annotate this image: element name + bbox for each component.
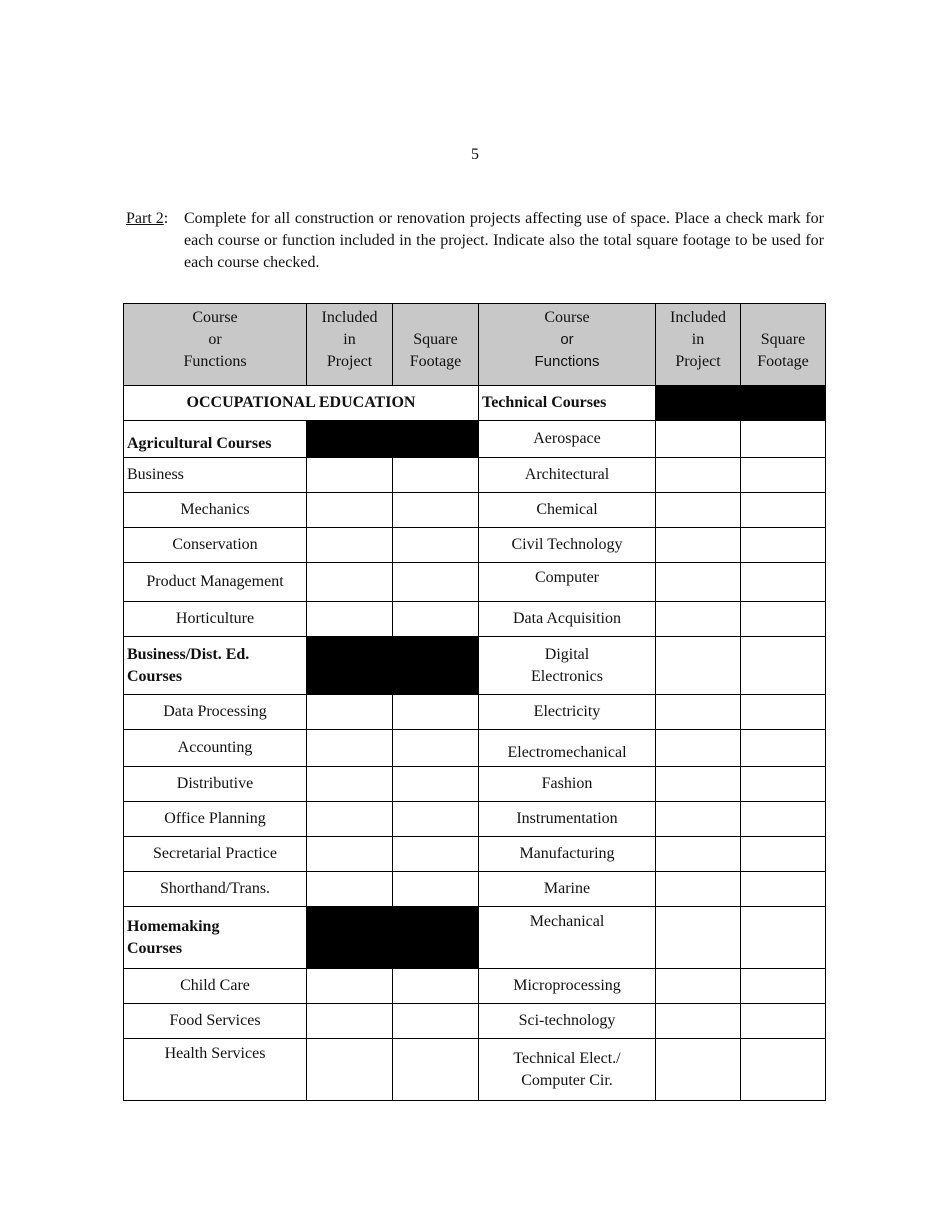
header-course-left — [124, 304, 307, 386]
course-name-left: Business — [124, 458, 307, 493]
header-included-l1: Included — [670, 309, 726, 326]
included-checkbox[interactable] — [656, 767, 741, 802]
blackout-cell — [656, 386, 826, 421]
square-footage-input[interactable] — [393, 802, 479, 837]
included-checkbox[interactable] — [307, 802, 393, 837]
section-title-homemaking — [124, 907, 307, 969]
table-row — [124, 695, 826, 730]
part-label-text: Part 2 — [126, 210, 164, 227]
course-name-right: Marine — [479, 872, 656, 907]
table-row — [124, 969, 826, 1004]
header-course-l3: Functions — [534, 353, 600, 370]
square-footage-input[interactable] — [741, 637, 826, 695]
table-row — [124, 637, 826, 695]
square-footage-input[interactable] — [393, 695, 479, 730]
included-checkbox[interactable] — [307, 563, 393, 602]
header-square-l2: Footage — [757, 353, 809, 370]
included-checkbox[interactable] — [656, 730, 741, 767]
course-name-left: Distributive — [124, 767, 307, 802]
header-course-l1: Course — [192, 309, 238, 326]
square-footage-input[interactable] — [741, 493, 826, 528]
course-name-left: Office Planning — [124, 802, 307, 837]
square-footage-input[interactable] — [741, 695, 826, 730]
table-row — [124, 421, 826, 458]
section-title-homemaking-l1: Homemaking — [127, 917, 220, 935]
table-row — [124, 730, 826, 767]
course-name-left: Mechanics — [124, 493, 307, 528]
square-footage-input[interactable] — [741, 421, 826, 458]
included-checkbox[interactable] — [307, 730, 393, 767]
header-square-l1: Square — [413, 331, 458, 348]
included-checkbox[interactable] — [656, 493, 741, 528]
square-footage-input[interactable] — [741, 528, 826, 563]
square-footage-input[interactable] — [393, 458, 479, 493]
included-checkbox[interactable] — [656, 637, 741, 695]
course-name-left: Shorthand/Trans. — [124, 872, 307, 907]
header-course-l1: Course — [544, 309, 590, 326]
included-checkbox[interactable] — [307, 695, 393, 730]
course-name-right: Electromechanical — [479, 730, 656, 767]
square-footage-input[interactable] — [741, 458, 826, 493]
square-footage-input[interactable] — [393, 602, 479, 637]
square-footage-input[interactable] — [741, 602, 826, 637]
course-name-right: Fashion — [479, 767, 656, 802]
course-name-right: Chemical — [479, 493, 656, 528]
included-checkbox[interactable] — [656, 837, 741, 872]
included-checkbox[interactable] — [307, 493, 393, 528]
header-square-right — [741, 304, 826, 386]
square-footage-input[interactable] — [741, 1039, 826, 1101]
section-title-agricultural: Agricultural Courses — [124, 421, 307, 458]
header-course-l2: or — [560, 331, 574, 348]
header-included-l2: in — [343, 331, 356, 348]
course-name-right: Electricity — [479, 695, 656, 730]
blackout-cell — [307, 421, 479, 458]
course-name-right-l1: Digital — [544, 645, 590, 663]
header-included-l2: in — [691, 331, 705, 348]
course-name-right: Microprocessing — [479, 969, 656, 1004]
header-included-right — [656, 304, 741, 386]
course-name-right — [479, 637, 656, 695]
course-name-left: Health Services — [124, 1039, 307, 1101]
included-checkbox[interactable] — [307, 458, 393, 493]
table-row — [124, 1039, 826, 1101]
included-checkbox[interactable] — [307, 837, 393, 872]
header-course-l3: Functions — [183, 353, 247, 370]
included-checkbox[interactable] — [656, 602, 741, 637]
included-checkbox[interactable] — [656, 802, 741, 837]
square-footage-input[interactable] — [393, 730, 479, 767]
square-footage-input[interactable] — [393, 969, 479, 1004]
included-checkbox[interactable] — [307, 872, 393, 907]
course-name-right-l1: Technical Elect./ — [513, 1049, 621, 1067]
header-included-l3: Project — [675, 353, 721, 370]
table-row — [124, 458, 826, 493]
table-row — [124, 563, 826, 602]
table-row — [124, 837, 826, 872]
course-name-right: Architectural — [479, 458, 656, 493]
table-row — [124, 767, 826, 802]
course-name-right: Mechanical — [479, 907, 656, 969]
instructions-text: Complete for all construction or renovation projects affecting use of space. Place a check mark for each course or function included in the project. Indicate also the total square footage to be used for each course checked. — [184, 210, 824, 271]
square-footage-input[interactable] — [393, 528, 479, 563]
course-name-left: Conservation — [124, 528, 307, 563]
course-name-right: Sci-technology — [479, 1004, 656, 1039]
included-checkbox[interactable] — [656, 872, 741, 907]
course-name-right: Civil Technology — [479, 528, 656, 563]
included-checkbox[interactable] — [656, 458, 741, 493]
header-included-left — [307, 304, 393, 386]
course-name-right-l2: Electronics — [531, 667, 603, 685]
section-title-business-l2: Courses — [127, 667, 183, 685]
section-title-business-l1: Business/Dist. Ed. — [127, 645, 250, 663]
included-checkbox[interactable] — [656, 528, 741, 563]
square-footage-input[interactable] — [741, 907, 826, 969]
square-footage-input[interactable] — [393, 872, 479, 907]
course-table — [123, 303, 826, 1101]
square-footage-input[interactable] — [393, 837, 479, 872]
course-name-left: Food Services — [124, 1004, 307, 1039]
section-title-homemaking-l2: Courses — [127, 939, 183, 957]
section-title-technical: Technical Courses — [479, 386, 656, 421]
course-name-left: Secretarial Practice — [124, 837, 307, 872]
header-included-l1: Included — [321, 309, 378, 326]
header-included-l3: Project — [326, 353, 373, 370]
square-footage-input[interactable] — [741, 730, 826, 767]
header-square-l2: Footage — [409, 353, 462, 370]
part-label: Part 2: — [126, 210, 169, 227]
square-footage-input[interactable] — [393, 767, 479, 802]
table-row — [124, 872, 826, 907]
section-title-occupational: OCCUPATIONAL EDUCATION — [124, 386, 479, 421]
included-checkbox[interactable] — [656, 563, 741, 602]
course-name-left: Child Care — [124, 969, 307, 1004]
section-title-business — [124, 637, 307, 695]
course-name-right: Data Acquisition — [479, 602, 656, 637]
table-row — [124, 493, 826, 528]
included-checkbox[interactable] — [307, 1004, 393, 1039]
header-square-left — [393, 304, 479, 386]
table-row — [124, 386, 826, 421]
included-checkbox[interactable] — [307, 602, 393, 637]
course-name-left: Product Management — [124, 563, 307, 602]
square-footage-input[interactable] — [393, 493, 479, 528]
included-checkbox[interactable] — [307, 969, 393, 1004]
table-row — [124, 802, 826, 837]
included-checkbox[interactable] — [307, 528, 393, 563]
course-name-right: Aerospace — [479, 421, 656, 458]
square-footage-input[interactable] — [393, 1039, 479, 1101]
included-checkbox[interactable] — [656, 907, 741, 969]
header-square-l1: Square — [760, 331, 806, 348]
table-row — [124, 528, 826, 563]
included-checkbox[interactable] — [307, 1039, 393, 1101]
included-checkbox[interactable] — [656, 695, 741, 730]
square-footage-input[interactable] — [741, 802, 826, 837]
square-footage-input[interactable] — [741, 767, 826, 802]
square-footage-input[interactable] — [741, 872, 826, 907]
course-name-right: Manufacturing — [479, 837, 656, 872]
table-row — [124, 602, 826, 637]
header-course-right — [479, 304, 656, 386]
included-checkbox[interactable] — [656, 421, 741, 458]
blackout-cell — [307, 907, 479, 969]
square-footage-input[interactable] — [741, 837, 826, 872]
table-row — [124, 907, 826, 969]
included-checkbox[interactable] — [307, 767, 393, 802]
page-number: 5 — [471, 146, 479, 163]
included-checkbox[interactable] — [656, 1039, 741, 1101]
course-name-left: Accounting — [124, 730, 307, 767]
square-footage-input[interactable] — [393, 1004, 479, 1039]
course-name-left: Horticulture — [124, 602, 307, 637]
square-footage-input[interactable] — [741, 1004, 826, 1039]
course-name-right — [479, 1039, 656, 1101]
course-name-right: Instrumentation — [479, 802, 656, 837]
course-name-left: Data Processing — [124, 695, 307, 730]
header-course-l2: or — [208, 331, 222, 348]
square-footage-input[interactable] — [393, 563, 479, 602]
table-row — [124, 1004, 826, 1039]
course-name-right: Computer — [479, 563, 656, 602]
square-footage-input[interactable] — [741, 563, 826, 602]
square-footage-input[interactable] — [741, 969, 826, 1004]
course-name-right-l2: Computer Cir. — [521, 1071, 613, 1089]
blackout-cell — [307, 637, 479, 695]
included-checkbox[interactable] — [656, 1004, 741, 1039]
included-checkbox[interactable] — [656, 969, 741, 1004]
instructions — [126, 208, 824, 274]
